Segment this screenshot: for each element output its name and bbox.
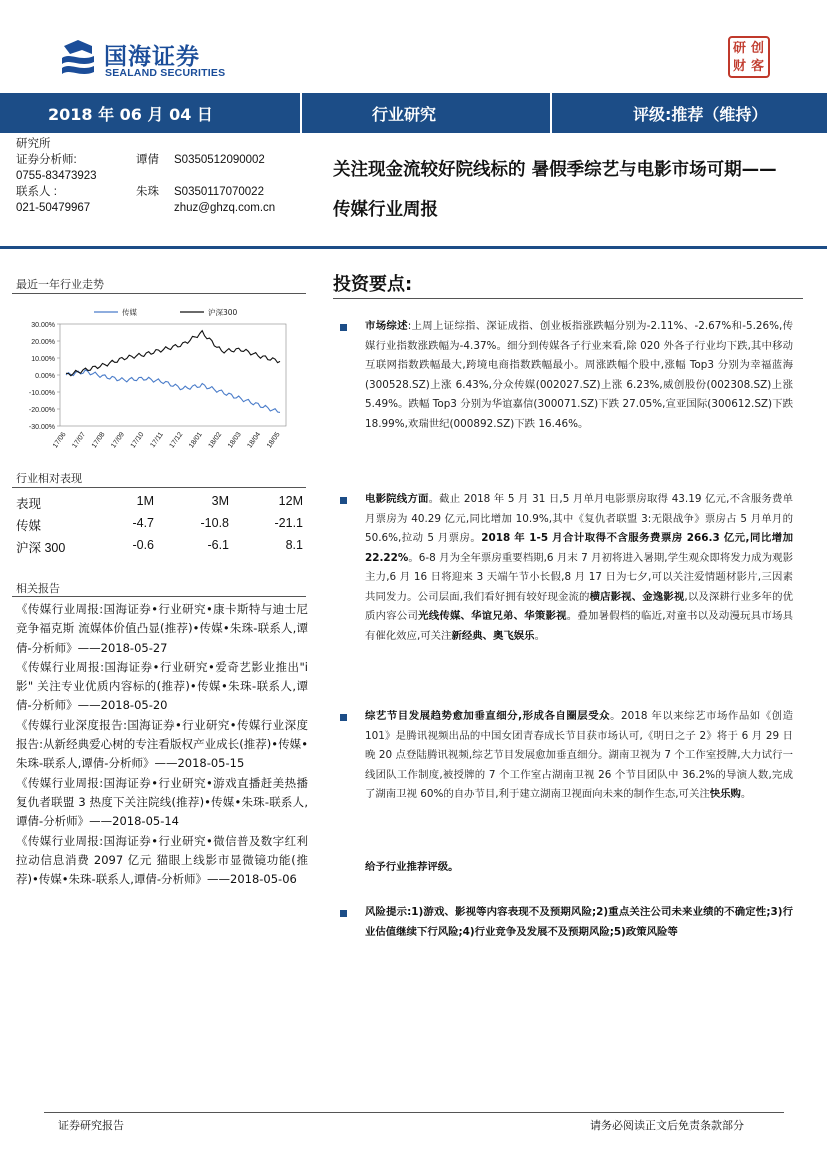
brand-name-cn: 国海证券 [104, 44, 200, 70]
table-cell: 8.1 [285, 538, 303, 552]
x-tick-label: 18/01 [188, 431, 204, 450]
bullet-icon [340, 497, 347, 504]
relative-performance-table [16, 491, 306, 557]
analyst-row: 证券分析师: 谭倩 S0350512090002 [16, 154, 265, 166]
table-row [16, 535, 306, 557]
table-cell: -0.6 [132, 538, 154, 552]
report-type: 行业研究 [372, 105, 437, 124]
series-line [66, 331, 280, 376]
y-tick-label: -30.00% [28, 424, 55, 431]
x-tick-label: 18/02 [207, 431, 224, 450]
sealand-logo-icon [60, 40, 96, 78]
footer-disclaimer[interactable]: 请务必阅读正文后免责条款部分 [590, 1119, 744, 1132]
bullet-icon [340, 910, 347, 917]
header-cell: 表现 [16, 497, 42, 511]
x-tick-label: 17/06 [51, 431, 68, 450]
analyst-row: 021-50479967 zhuz@ghzq.com.cn [16, 202, 276, 214]
seal-char: 创 [751, 41, 765, 56]
header-divider [0, 246, 827, 249]
header-cell: 1M [136, 494, 154, 508]
y-tick-label: 10.00% [31, 356, 55, 363]
x-tick-label: 17/08 [90, 431, 107, 450]
industry-trend-chart [14, 300, 304, 460]
x-tick-label: 18/05 [265, 431, 282, 450]
x-tick-label: 17/12 [168, 431, 185, 450]
seal-char: 研 [733, 41, 747, 56]
title-bar-divider [300, 93, 302, 133]
related-report-link[interactable]: 《传媒行业周报:国海证券•行业研究•游戏直播赶美热播 复仇者联盟 3 热度下关注院线(推荐)•传媒•朱珠-联系人,谭倩-分析师》——2018-05-14 [16, 775, 308, 829]
header-cell: 12M [278, 494, 303, 508]
related-report-link[interactable]: 《传媒行业周报:国海证券•行业研究•康卡斯特与迪士尼竞争福克斯 流媒体价值凸显(推荐)•传媒•朱珠-联系人,谭倩-分析师》——2018-05-27 [16, 602, 308, 655]
table-cell: 传媒 [16, 519, 42, 533]
research-seal [728, 36, 770, 78]
related-report-link[interactable]: 《传媒行业周报:国海证券•行业研究•爱奇艺影业推出"i 影" 关注专业优质内容标的(推荐)•传媒•朱珠-联系人,谭倩-分析师》——2018-05-20 [16, 659, 308, 713]
title-bar-divider [550, 93, 552, 133]
table-cell: 沪深 300 [16, 541, 66, 555]
y-tick-label: 0.00% [35, 373, 55, 380]
table-cell: -4.7 [132, 516, 154, 530]
analyst-row: 0755-83473923 [16, 170, 97, 182]
section-divider [12, 487, 306, 488]
market-summary-paragraph: 市场综述:上周上证综指、深证成指、创业板指涨跌幅分别为-2.11%、-2.67%和-5.26%,传媒行业指数涨跌幅为-4.37%。细分到传媒各子行业来看,除 020 外各子行业均下跌,其中移动互联网指数跌幅最大,跨境电商指数跌幅最小。周涨跌幅个股中,涨幅 Top3 分别为幸福蓝海(300528.SZ)上涨 6.43%,分众传媒(002027.SZ)上涨 6.23%,威创股份(002308.SZ)上涨 5.49%。跌幅 Top3 分别为华谊嘉信(300071.SZ)下跌 27.05%,宣亚国际(300612.SZ)下跌 18.99%,欢瑞世纪(000892.SZ)下跌 16.46%。 [365, 320, 794, 430]
footer-left: 证券研究报告 [58, 1119, 124, 1132]
bullet-icon [340, 714, 347, 721]
y-tick-label: 30.00% [31, 322, 55, 329]
doc-title: 关注现金流较好院线标的 暑假季综艺与电影市场可期——传媒行业周报 [333, 160, 777, 220]
x-tick-label: 18/03 [226, 431, 243, 450]
related-reports [16, 600, 308, 889]
rating-statement: 给予行业推荐评级。 [365, 861, 459, 873]
related-report-link[interactable]: 《传媒行业深度报告:国海证券•行业研究•传媒行业深度报告:从新经典爱心树的专注看版权产业成长(推荐)•传媒•朱珠-联系人,谭倩-分析师》——2018-05-15 [16, 717, 308, 771]
plot-frame [60, 324, 286, 426]
report-date: 2018 年 06 月 04 日 [48, 105, 213, 124]
header-cell: 3M [211, 494, 229, 508]
section-heading: 投资要点: [333, 274, 413, 295]
table-cell: -21.1 [274, 516, 303, 530]
legend-label: 传媒 [122, 308, 137, 317]
table-row [16, 513, 306, 535]
legend-label: 沪深300 [208, 308, 238, 317]
analyst-info [16, 136, 306, 216]
analyst-email[interactable]: zhuz@ghzq.com.cn [174, 202, 276, 214]
related-label: 相关报告 [16, 582, 60, 595]
x-tick-label: 17/09 [110, 431, 127, 450]
seal-char: 财 [733, 59, 747, 74]
brand-name-en: SEALAND SECURITIES [105, 67, 226, 79]
x-tick-label: 18/04 [246, 431, 263, 450]
y-tick-label: -10.00% [28, 390, 55, 397]
y-tick-label: 20.00% [31, 339, 55, 346]
section-divider [333, 298, 803, 299]
series-line [66, 370, 280, 413]
report-title-bar [0, 93, 827, 133]
seal-char: 客 [751, 59, 765, 74]
brand-logo [60, 38, 260, 82]
table-cell: -10.8 [200, 516, 229, 530]
research-dept: 研究所 [16, 138, 51, 150]
related-report-link[interactable]: 《传媒行业周报:国海证券•行业研究•微信普及数字红利拉动信息消费 2097 亿元 猫眼上线影市显微镜功能(推荐)•传媒•朱珠-联系人,谭倩-分析师》——2018-05-06 [16, 833, 308, 887]
analyst-row: 联系人 : 朱珠 S0350117070022 [16, 186, 264, 198]
y-tick-label: -20.00% [28, 407, 55, 414]
x-tick-label: 17/11 [149, 431, 165, 450]
film-paragraph: 电影院线方面。截止 2018 年 5 月 31 日,5 月单月电影票房取得 43.19 亿元,不含服务费单月票房为 40.29 亿元,同比增加 10.9%,其中《复仇者联盟 3:无限战争》票房占 5 月单月的 50.6%,拉动 5 月票房。2018 年 1-5 月合计取得不含服务费票房 266.3 亿元,同比增加 22.22%。6-8 月为全年票房重要档期,6 月末 7 月初将进入暑期,学生观众即将发力成为观影主力,6 月 16 日将迎来 3 天端午节小长假,8 月 17 日为七夕,可以关注爱情题材影片,三因素共同发力。公司层面,我们看好拥有较好现金流的横店影视、金逸影视,以及深耕行业多年的优质内容公司光线传媒、华谊兄弟、华策影视。叠加暑假档的临近,对童书以及动漫玩具市场具有催化效应,可关注新经典、奥飞娱乐。 [365, 493, 793, 642]
x-tick-label: 17/07 [71, 431, 88, 450]
footer-divider [44, 1112, 784, 1113]
section-divider [12, 293, 306, 294]
table-cell: -6.1 [207, 538, 229, 552]
trend-label: 最近一年行业走势 [16, 278, 104, 291]
risk-warning: 风险提示:1)游戏、影视等内容表现不及预期风险;2)重点关注公司未来业绩的不确定性;3)行业估值继续下行风险;4)行业竞争及发展不及预期风险;5)政策风险等 [365, 906, 793, 938]
x-tick-label: 17/10 [129, 431, 146, 450]
variety-show-paragraph: 综艺节目发展趋势愈加垂直细分,形成各自圈层受众。2018 年以来综艺市场作品如《创造 101》是腾讯视频出品的中国女团青春成长节目获市场认可,《明日之子 2》将于 6 月 29 日晚 20 点登陆腾讯视频,综艺节目发展愈加垂直细分。湖南卫视为 7 个工作室授牌,大力试行一线团队工作制度,被授牌的 7 个工作室占湖南卫视 26 个节目团队中 36.2%的导演人数,完成了湖南卫视 60%的自办节目,利于建立湖南卫视面向未来的制作生态,可关注快乐购。 [365, 710, 793, 800]
table-header [16, 491, 306, 513]
section-divider [12, 596, 306, 597]
perf-label: 行业相对表现 [16, 472, 82, 485]
bullet-icon [340, 324, 347, 331]
report-rating: 评级:推荐（维持） [633, 105, 768, 124]
